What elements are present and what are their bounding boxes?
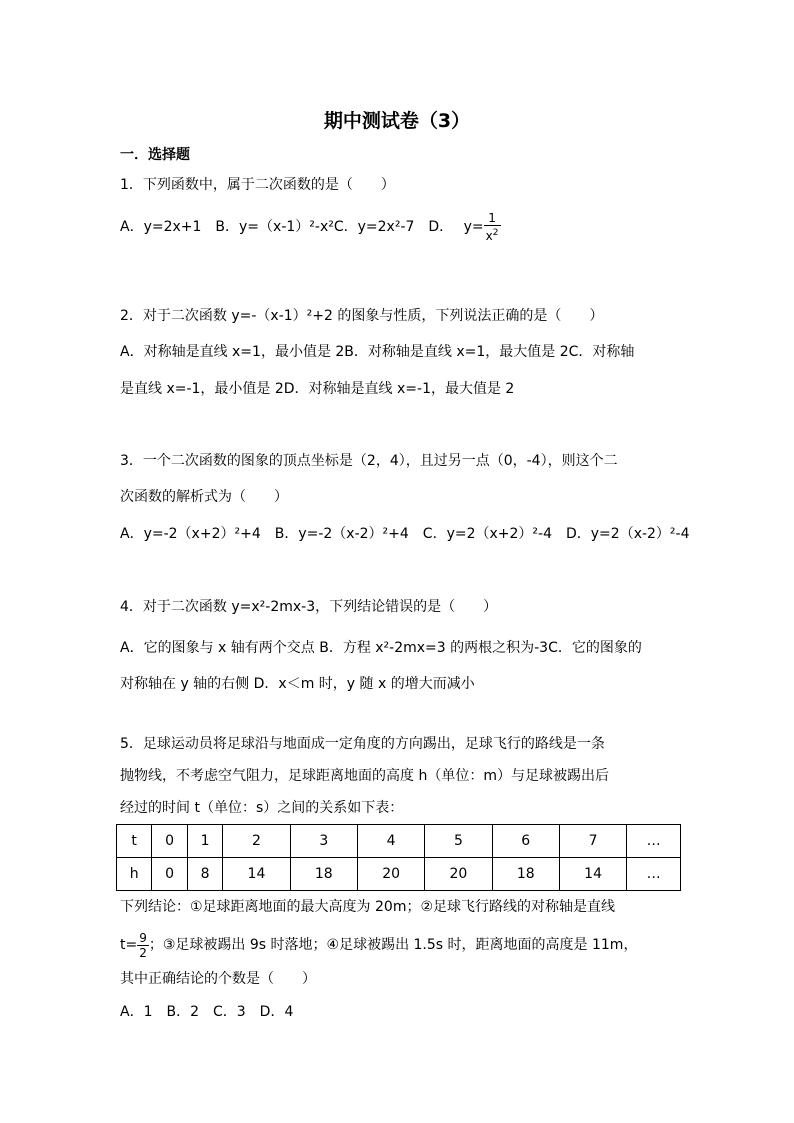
table-cell: 14 xyxy=(559,858,626,891)
q5-conclusions-line2 xyxy=(120,928,637,962)
q5-conclusions-rest: ；③足球被踢出 9s 时落地；④足球被踢出 1.5s 时，距离地面的高度是 11m， xyxy=(148,937,638,953)
q5-options: A．1 B．2 C．3 D．4 xyxy=(120,1004,294,1020)
q1-frac-numerator: 1 xyxy=(484,211,501,226)
table-cell: t xyxy=(117,825,152,858)
table-cell: 20 xyxy=(357,858,424,891)
q5-stem-line1: 5．足球运动员将足球沿与地面成一定角度的方向踢出，足球飞行的路线是一条 xyxy=(120,736,605,752)
q4-options-line1: A．它的图象与 x 轴有两个交点 B．方程 x²-2mx=3 的两根之积为-3C．它的图象的 xyxy=(120,640,642,656)
q1-options-text: A．y=2x+1 B．y=（x-1）²-x²C．y=2x²-7 D． xyxy=(120,219,454,235)
table-cell: 18 xyxy=(492,858,559,891)
table-cell: 4 xyxy=(357,825,424,858)
table-cell: … xyxy=(627,858,681,891)
table-row xyxy=(117,825,681,858)
q1-frac-den-base: x xyxy=(485,229,493,243)
table-cell: h xyxy=(117,858,152,891)
q3-stem-line1: 3．一个二次函数的图象的顶点坐标是（2，4），且过另一点（0，-4），则这个二 xyxy=(120,453,618,469)
table-cell: 5 xyxy=(425,825,492,858)
table-cell: 20 xyxy=(425,858,492,891)
q1-frac-denominator xyxy=(484,226,501,243)
q1-option-d-fraction xyxy=(484,211,501,243)
q5-question: 其中正确结论的个数是（ ） xyxy=(120,971,316,987)
q5-stem-line2: 抛物线，不考虑空气阻力，足球距离地面的高度 h（单位：m）与足球被踢出后 xyxy=(120,768,609,784)
table-cell: 6 xyxy=(492,825,559,858)
table-cell: 14 xyxy=(223,858,290,891)
q5-data-table xyxy=(116,824,681,891)
q5-frac-denominator: 2 xyxy=(139,945,147,960)
table-cell: 1 xyxy=(187,825,222,858)
table-cell: 8 xyxy=(187,858,222,891)
table-cell: 18 xyxy=(290,858,357,891)
table-row xyxy=(117,858,681,891)
q2-options-line2: 是直线 x=-1，最小值是 2D．对称轴是直线 x=-1，最大值是 2 xyxy=(120,381,515,397)
q3-stem-line2: 次函数的解析式为（ ） xyxy=(120,489,288,505)
q5-fraction xyxy=(137,931,149,960)
table-cell: … xyxy=(627,825,681,858)
q4-options-line2: 对称轴在 y 轴的右侧 D．x＜m 时，y 随 x 的增大而减小 xyxy=(120,676,475,692)
q1-stem: 1．下列函数中，属于二次函数的是（ ） xyxy=(120,177,395,193)
page-title: 期中测试卷（3） xyxy=(323,110,471,132)
table-cell: 0 xyxy=(152,858,187,891)
q1-frac-den-exponent: 2 xyxy=(492,228,499,238)
section-heading: 一．选择题 xyxy=(120,147,190,163)
table-cell: 7 xyxy=(559,825,626,858)
q5-stem-line3: 经过的时间 t（单位：s）之间的关系如下表： xyxy=(120,800,404,816)
q2-stem: 2．对于二次函数 y=-（x-1）²+2 的图象与性质，下列说法正确的是（ ） xyxy=(120,308,604,324)
table-cell: 2 xyxy=(223,825,290,858)
q5-table-body xyxy=(117,825,681,891)
q5-conclusions-line1: 下列结论：①足球距离地面的最大高度为 20m；②足球飞行路线的对称轴是直线 xyxy=(120,899,616,915)
q1-options xyxy=(120,210,501,244)
q3-options: A．y=-2（x+2）²+4 B．y=-2（x-2）²+4 C．y=2（x+2）²-4 D．y=2（x-2）²-4 xyxy=(120,526,690,542)
q4-stem: 4．对于二次函数 y=x²-2mx-3，下列结论错误的是（ ） xyxy=(120,599,498,615)
q2-options-line1: A．对称轴是直线 x=1，最小值是 2B．对称轴是直线 x=1，最大值是 2C．对称轴 xyxy=(120,344,635,360)
q5-t-equals: t= xyxy=(120,937,138,953)
table-cell: 0 xyxy=(152,825,187,858)
q1-option-d-y: y= xyxy=(463,219,484,235)
table-cell: 3 xyxy=(290,825,357,858)
q5-frac-numerator: 9 xyxy=(139,930,147,945)
